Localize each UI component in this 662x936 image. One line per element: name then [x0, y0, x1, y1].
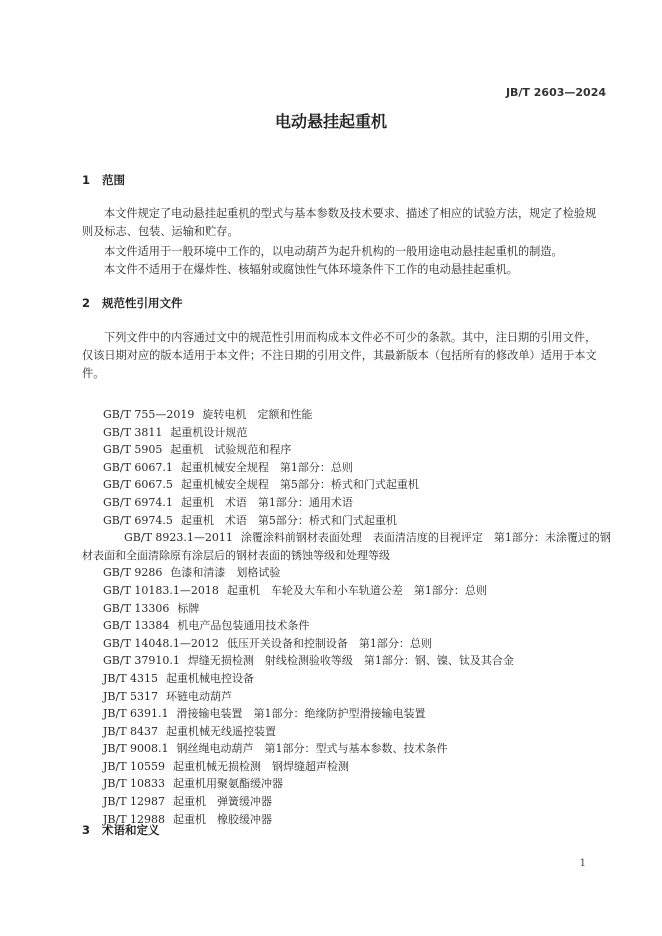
reference-item — [103, 600, 613, 618]
paragraph-text: 本文件规定了电动悬挂起重机的型式与基本参数及技术要求、描述了相应的试验方法，规定了检验规则及标志、包装、运输和贮存。 — [82, 207, 597, 238]
scope-paragraph-2 — [82, 243, 602, 261]
reference-code: GB/T 6067.1 — [103, 460, 173, 474]
reference-item — [103, 424, 613, 442]
reference-item — [103, 670, 613, 688]
paragraph-text: 本文件不适用于在爆炸性、核辐射或腐蚀性气体环境条件下工作的电动悬挂起重机。 — [104, 263, 518, 276]
scope-paragraph-3 — [82, 261, 602, 279]
reference-item — [82, 529, 613, 564]
section-number: 2 — [82, 296, 91, 310]
reference-item — [103, 494, 613, 512]
scope-paragraph-1 — [82, 205, 602, 241]
reference-item — [103, 476, 613, 494]
document-title: 电动悬挂起重机 — [274, 112, 387, 131]
reference-code: GB/T 3811 — [103, 425, 163, 439]
reference-item — [103, 775, 613, 793]
reference-title: 低压开关设备和控制设备 第1部分：总则 — [226, 636, 432, 650]
reference-title: 色漆和清漆 划格试验 — [170, 566, 281, 580]
reference-item — [103, 688, 613, 706]
reference-title: 旋转电机 定额和性能 — [202, 408, 313, 421]
reference-title: 机电产品包装通用技术条件 — [177, 619, 310, 633]
section-number: 1 — [82, 173, 91, 187]
reference-code: JB/T 12987 — [103, 795, 166, 809]
reference-code: GB/T 9286 — [103, 566, 163, 580]
section-number: 3 — [82, 823, 91, 837]
reference-code: GB/T 10183.1—2018 — [103, 583, 219, 597]
reference-code: JB/T 9008.1 — [103, 742, 169, 756]
reference-title: 标牌 — [177, 601, 200, 615]
reference-item — [103, 723, 613, 741]
reference-code: GB/T 37910.1 — [103, 654, 180, 668]
reference-code: GB/T 755—2019 — [103, 408, 195, 421]
reference-code: GB/T 6067.5 — [103, 478, 173, 492]
reference-list — [82, 406, 613, 828]
reference-item — [103, 617, 613, 635]
reference-code: JB/T 8437 — [103, 724, 159, 738]
reference-title: 起重机 术语 第5部分：桥式和门式起重机 — [180, 513, 397, 527]
reference-code: JB/T 10833 — [103, 777, 166, 791]
reference-code: JB/T 4315 — [103, 671, 159, 685]
reference-code: JB/T 6391.1 — [103, 707, 169, 721]
reference-item — [103, 441, 613, 459]
reference-code: JB/T 5317 — [103, 689, 159, 703]
reference-title: 起重机械安全规程 第1部分：总则 — [180, 460, 353, 474]
reference-title: 起重机 术语 第1部分：通用术语 — [180, 495, 353, 509]
reference-item — [103, 740, 613, 758]
reference-code: JB/T 12988 — [103, 812, 166, 826]
reference-title: 起重机 车轮及大车和小车轨道公差 第1部分：总则 — [226, 583, 487, 597]
reference-code: GB/T 13384 — [103, 619, 170, 633]
reference-code: GB/T 13306 — [103, 601, 170, 615]
reference-item — [103, 406, 613, 424]
reference-title: 起重机 弹簧缓冲器 — [173, 795, 273, 809]
reference-title: 焊缝无损检测 射线检测验收等级 第1部分：钢、镍、钛及其合金 — [187, 654, 514, 668]
reference-item — [103, 793, 613, 811]
section-title: 范围 — [102, 173, 125, 187]
reference-code: GB/T 5905 — [103, 443, 163, 457]
reference-title: 起重机 试验规范和程序 — [170, 443, 292, 457]
reference-code: GB/T 6974.5 — [103, 513, 173, 527]
reference-title: 起重机 橡胶缓冲器 — [173, 812, 273, 826]
reference-title: 涂覆涂料前钢材表面处理 表面清洁度的目视评定 第1部分：未涂覆过的钢材表面和全面清除原有涂层后的钢材表面的锈蚀等级和处理等级 — [82, 531, 611, 562]
references-intro — [82, 329, 602, 383]
standard-number: JB/T 2603—2024 — [505, 86, 606, 99]
reference-code: GB/T 14048.1—2012 — [103, 636, 219, 650]
reference-code: JB/T 10559 — [103, 759, 166, 773]
reference-code: GB/T 8923.1—2011 — [124, 531, 233, 545]
reference-item — [103, 512, 613, 530]
paragraph-text: 本文件适用于一般环境中工作的，以电动葫芦为起升机构的一般用途电动悬挂起重机的制造。 — [104, 245, 563, 258]
section-3-heading — [82, 822, 160, 838]
reference-code: GB/T 6974.1 — [103, 495, 173, 509]
reference-title: 起重机械无损检测 钢焊缝超声检测 — [173, 759, 350, 773]
reference-item — [103, 811, 613, 829]
reference-title: 起重机械无线遥控装置 — [166, 724, 277, 738]
reference-item — [103, 705, 613, 723]
page-number: 1 — [579, 858, 586, 869]
section-title: 规范性引用文件 — [102, 296, 183, 310]
reference-item — [103, 758, 613, 776]
reference-title: 钢丝绳电动葫芦 第1部分：型式与基本参数、技术条件 — [176, 742, 448, 756]
section-2-heading — [82, 295, 183, 311]
reference-title: 起重机械电控设备 — [166, 671, 255, 685]
reference-title: 起重机械安全规程 第5部分：桥式和门式起重机 — [180, 478, 419, 492]
paragraph-text: 下列文件中的内容通过文中的规范性引用而构成本文件必不可少的条款。其中，注日期的引用文件，仅该日期对应的版本适用于本文件；不注日期的引用文件，其最新版本（包括所有的修改单）适用于本文件。 — [82, 331, 597, 380]
reference-item — [103, 635, 613, 653]
reference-item — [103, 459, 613, 477]
reference-item — [103, 564, 613, 582]
reference-title: 起重机用聚氨酯缓冲器 — [173, 777, 284, 791]
reference-title: 起重机设计规范 — [170, 425, 248, 439]
reference-item — [103, 652, 613, 670]
section-title: 术语和定义 — [102, 823, 160, 837]
reference-item — [103, 582, 613, 600]
reference-title: 滑接输电装置 第1部分：绝缘防护型滑接输电装置 — [176, 707, 426, 721]
section-1-heading — [82, 172, 125, 188]
reference-title: 环链电动葫芦 — [166, 689, 233, 703]
